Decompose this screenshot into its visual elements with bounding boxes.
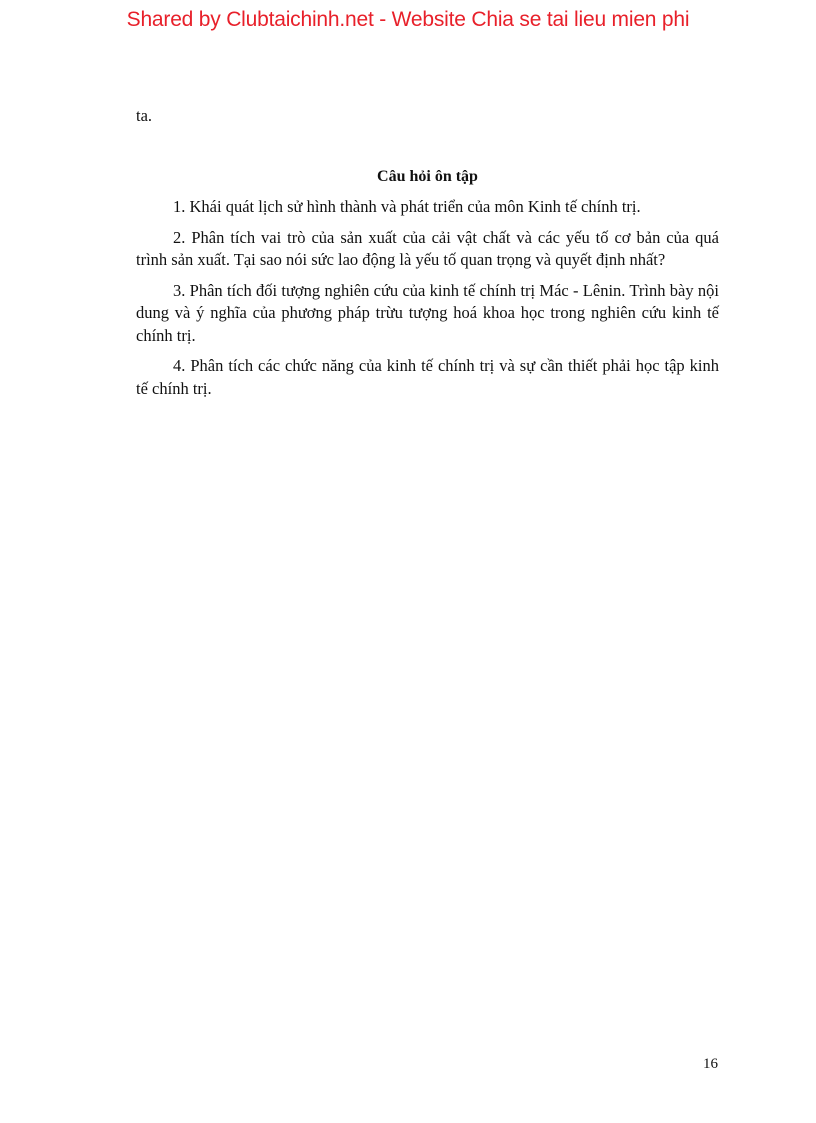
question-item: 1. Khái quát lịch sử hình thành và phát triển của môn Kinh tế chính trị. xyxy=(173,197,641,216)
question-item: 2. Phân tích vai trò của sản xuất của cải vật chất và các yếu tố cơ bản của quá trình sản xuất. Tại sao nói sức lao động là yếu tố quan trọng và quyết định nhất? xyxy=(136,227,719,269)
watermark-text: Shared by Clubtaichinh.net - Website Chia se tai lieu mien phi xyxy=(126,8,690,31)
question-item: 4. Phân tích các chức năng của kinh tế chính trị và sự cần thiết phải học tập kinh tế chính trị. xyxy=(136,356,719,398)
question-list xyxy=(136,196,719,408)
page-number: 16 xyxy=(703,1056,718,1072)
section-heading: Câu hỏi ôn tập xyxy=(377,168,478,185)
continuation-text: ta. xyxy=(136,106,153,125)
question-item: 3. Phân tích đối tượng nghiên cứu của kinh tế chính trị Mác - Lênin. Trình bày nội dung và ý nghĩa của phương pháp trừu tượng hoá khoa học trong nghiên cứu kinh tế chính trị. xyxy=(136,280,719,345)
watermark-banner xyxy=(0,8,816,32)
